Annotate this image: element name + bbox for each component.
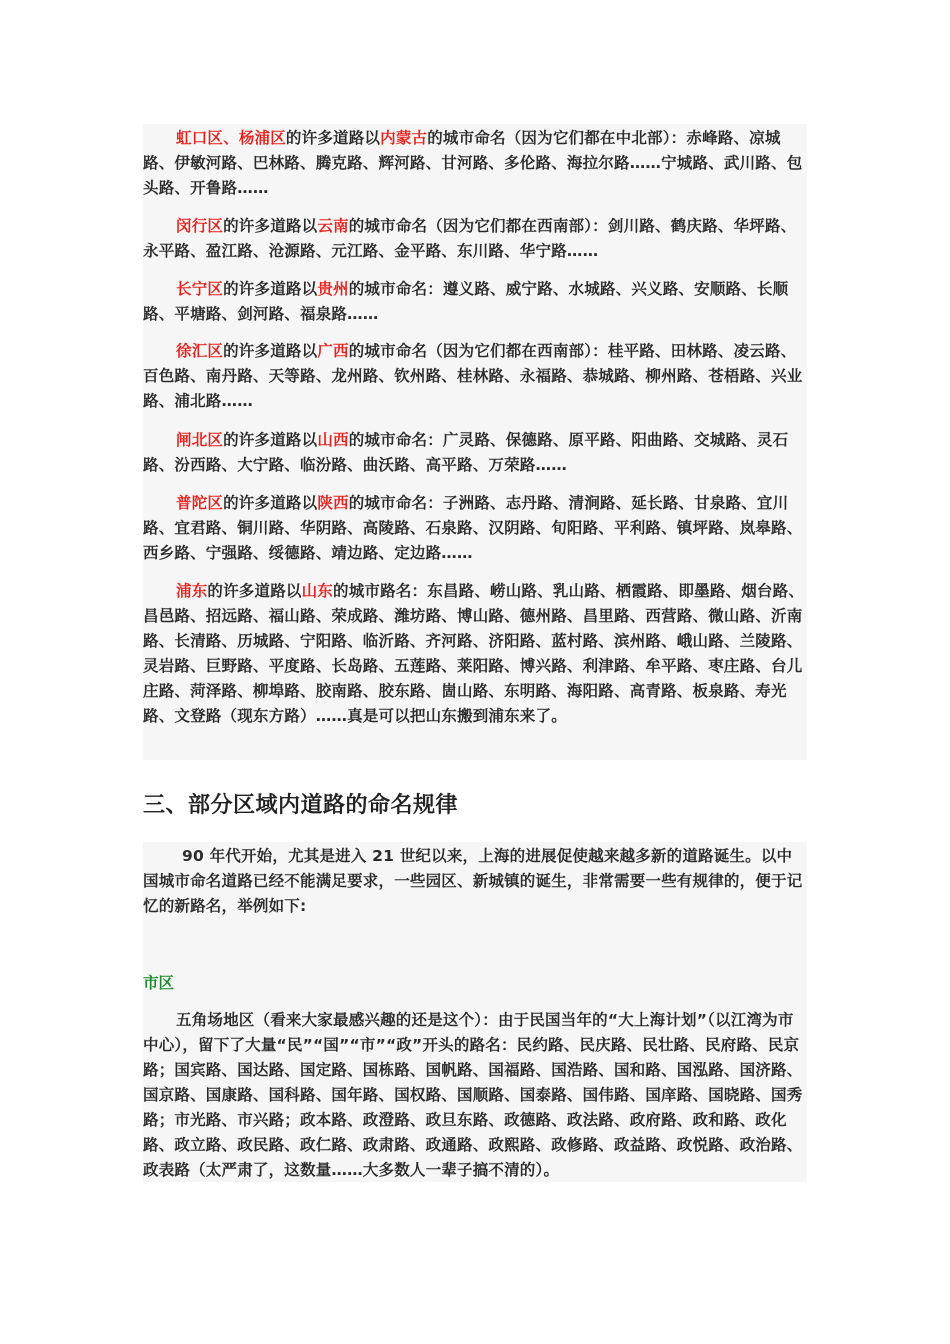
intro-paragraph: 90 年代开始，尤其是进入 21 世纪以来，上海的进展促使越来越多新的道路诞生。以中国城市命名道路已经不能满足要求，一些园区、新城镇的诞生，非常需要一些有规律的，便于记忆的新路名，举例如下:	[143, 847, 803, 915]
paragraph-body: 的城市命名：广灵路、保德路、原平路、阳曲路、交城路、灵石路、汾西路、大宁路、临汾路、曲沃路、高平路、万荣路……	[143, 431, 789, 474]
paragraph-body: 的城市命名（因为它们都在西南部）：剑川路、鹤庆路、华坪路、永平路、盈江路、沧源路、元江路、金平路、东川路、华宁路……	[143, 217, 797, 260]
province-name: 内蒙古	[380, 129, 428, 147]
district-name-yangpu: 杨浦区	[238, 129, 286, 147]
paragraph-xuhui	[143, 339, 807, 414]
intro-block	[143, 842, 807, 920]
province-name: 山东	[301, 582, 334, 600]
district-name: 徐汇区	[176, 342, 224, 360]
province-name: 贵州	[317, 280, 349, 298]
paragraph-body: 的城市命名：遵义路、威宁路、水城路、兴义路、安顺路、长顺路、平塘路、剑河路、福泉路……	[143, 280, 789, 323]
district-name-hongkou: 虹口区	[176, 129, 224, 147]
paragraph-connector: 的许多道路以	[223, 431, 318, 449]
subsection-title-urban: 市区	[143, 974, 175, 992]
district-name: 长宁区	[176, 280, 224, 298]
paragraph-connector: 的许多道路以	[285, 129, 381, 147]
district-list-block	[143, 124, 807, 760]
paragraph-body: 的城市路名：东昌路、崂山路、乳山路、栖霞路、即墨路、烟台路、昌邑路、招远路、福山路、荣成路、潍坊路、博山路、德州路、昌里路、西营路、微山路、沂南路、长清路、历城路、宁阳路、临沂路、齐河路、济阳路、蓝村路、滨州路、峨山路、兰陵路、灵岩路、巨野路、平度路、长岛路、五莲路、莱阳路、博兴路、利津路、牟平路、枣庄路、台儿庄路、菏泽路、柳埠路、胶南路、胶东路、崮山路、东明路、海阳路、高青路、板泉路、寿光路、文登路（现东方路）……真是可以把山东搬到浦东来了。	[143, 582, 805, 725]
paragraph-minhang	[143, 214, 807, 264]
paragraph-connector: 的许多道路以	[207, 582, 302, 600]
district-name: 浦东	[176, 582, 208, 600]
paragraph-connector: 的许多道路以	[223, 494, 318, 512]
paragraph-pudong	[143, 579, 807, 729]
province-name: 山西	[317, 431, 349, 449]
section-title: 三、部分区域内道路的命名规律	[143, 793, 459, 818]
province-name: 陕西	[317, 494, 349, 512]
province-name: 云南	[317, 217, 349, 235]
paragraph-connector: 的许多道路以	[223, 280, 318, 298]
paragraph-body: 的城市命名（因为它们都在西南部）：桂平路、田林路、凌云路、百色路、南丹路、天等路、龙州路、钦州路、桂林路、永福路、恭城路、柳州路、苍梧路、兴业路、浦北路……	[143, 342, 803, 410]
separator: 、	[223, 129, 239, 147]
wujiaochang-paragraph: 五角场地区（看来大家最感兴趣的还是这个）：由于民国当年的“大上海计划”（以江湾为市中心），留下了大量“民”“国”“市”“政”开头的路名：民约路、民庆路、民壮路、民府路、民京路；国宾路、国达路、国定路、国栋路、国帆路、国福路、国浩路、国和路、国泓路、国济路、国京路、国康路、国科路、国年路、国权路、国顺路、国泰路、国伟路、国庠路、国晓路、国秀路；市光路、市兴路；政本路、政澄路、政旦东路、政德路、政法路、政府路、政和路、政化路、政立路、政民路、政仁路、政肃路、政通路、政熙路、政修路、政益路、政悦路、政治路、政表路（太严肃了，这数量……大多数人一辈子搞不清的）。	[143, 1011, 803, 1179]
paragraph-connector: 的许多道路以	[223, 342, 318, 360]
district-name: 普陀区	[176, 494, 224, 512]
paragraph-body: 的城市命名：子洲路、志丹路、清涧路、延长路、甘泉路、宜川路、宜君路、铜川路、华阴路、高陵路、石泉路、汉阴路、旬阳路、平利路、镇坪路、岚皋路、西乡路、宁强路、绥德路、靖边路、定边路……	[143, 494, 803, 562]
district-name: 闵行区	[176, 217, 224, 235]
urban-area-block	[143, 920, 807, 1182]
paragraph-hongkou-yangpu	[143, 126, 807, 201]
paragraph-zhabei	[143, 428, 807, 478]
province-name: 广西	[317, 342, 349, 360]
paragraph-body: 的城市命名（因为它们都在中北部）：赤峰路、凉城路、伊敏河路、巴林路、腾克路、辉河路、甘河路、多伦路、海拉尔路……宁城路、武川路、包头路、开鲁路……	[143, 129, 803, 197]
paragraph-putuo	[143, 491, 807, 566]
district-name: 闸北区	[176, 431, 224, 449]
paragraph-changning	[143, 277, 807, 327]
paragraph-connector: 的许多道路以	[223, 217, 318, 235]
